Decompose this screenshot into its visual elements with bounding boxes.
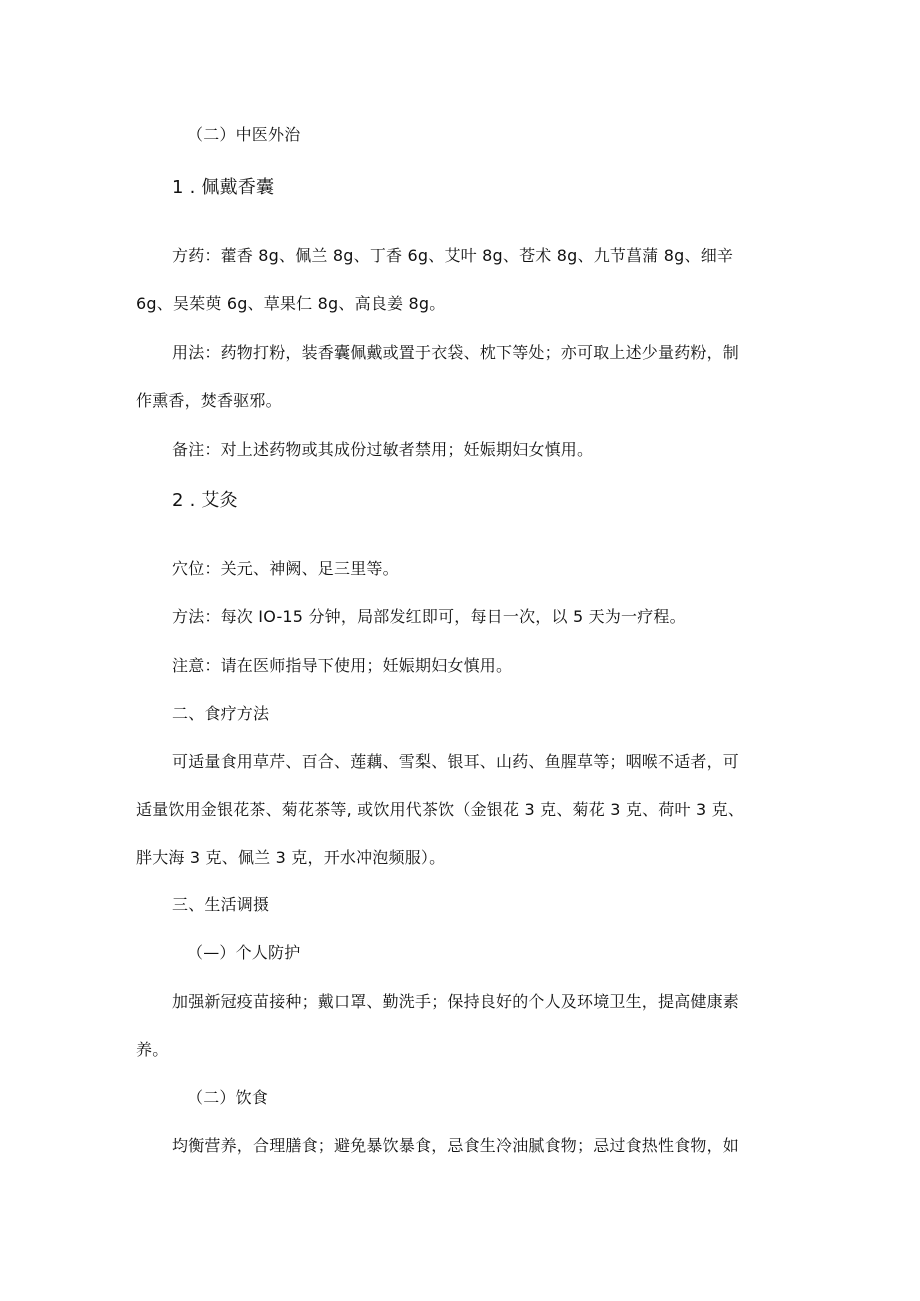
usage-line-2: 作熏香，焚香驱邪。 — [136, 391, 282, 410]
acupoints-line: 穴位：关元、神阙、足三里等。 — [172, 559, 399, 578]
prescription-line-2: 6g、吴茱萸 6g、草果仁 8g、高良姜 8g。 — [136, 294, 446, 313]
prescription-line-1: 方药：藿香 8g、佩兰 8g、丁香 6g、艾叶 8g、苍术 8g、九节菖蒲 8g、细辛 — [172, 246, 734, 265]
diet-advice-line: 均衡营养，合理膳食；避免暴饮暴食，忌食生冷油腻食物；忌过食热性食物，如 — [172, 1136, 740, 1155]
remark-line: 备注：对上述药物或其成份过敏者禁用；妊娠期妇女慎用。 — [172, 440, 594, 459]
subsection-title-diet: （二）饮食 — [187, 1088, 269, 1107]
method-line: 方法：每次 IO-15 分钟，局部发红即可，每日一次，以 5 天为一疗程。 — [172, 607, 686, 626]
subsection-title-moxibustion: 2 . 艾灸 — [172, 490, 238, 511]
diet-line-3: 胖大海 3 克、佩兰 3 克，开水冲泡频服）。 — [136, 848, 446, 867]
caution-line: 注意：请在医师指导下使用；妊娠期妇女慎用。 — [172, 656, 513, 675]
section-title-diet-therapy: 二、食疗方法 — [172, 704, 270, 723]
diet-line-2: 适量饮用金银花茶、菊花茶等, 或饮用代茶饮（金银花 3 克、菊花 3 克、荷叶 3 克、 — [136, 800, 745, 819]
protection-line-1: 加强新冠疫苗接种；戴口罩、勤洗手；保持良好的个人及环境卫生，提高健康素 — [172, 992, 740, 1011]
section-title-life-care: 三、生活调摄 — [172, 895, 270, 914]
diet-line-1: 可适量食用草芹、百合、莲藕、雪梨、银耳、山药、鱼腥草等；咽喉不适者，可 — [172, 752, 740, 771]
subsection-title-personal-protection: （—）个人防护 — [187, 943, 301, 962]
subsection-title-sachet: 1 . 佩戴香囊 — [172, 177, 275, 198]
usage-line-1: 用法：药物打粉，装香囊佩戴或置于衣袋、枕下等处；亦可取上述少量药粉，制 — [172, 343, 740, 362]
protection-line-2: 养。 — [136, 1040, 169, 1059]
section-title-external-treatment: （二）中医外治 — [187, 125, 301, 144]
